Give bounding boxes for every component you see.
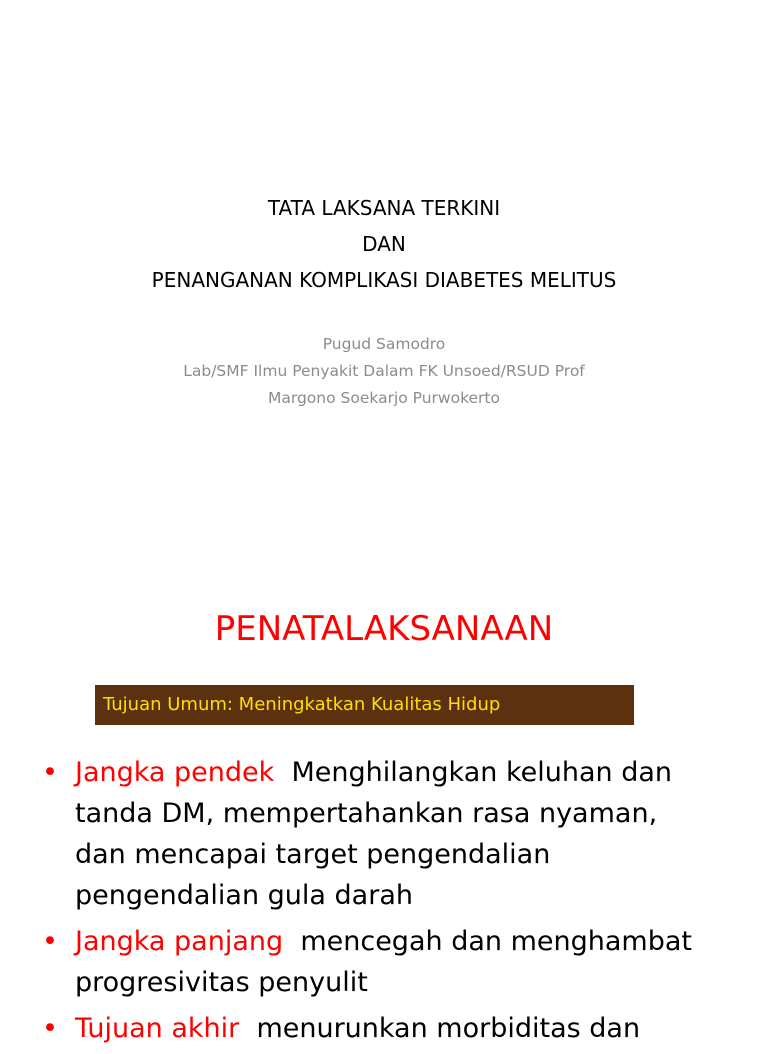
goal-banner-text: Tujuan Umum: Meningkatkan Kualitas Hidup	[103, 694, 501, 715]
bullet-term: Jangka pendek	[75, 757, 275, 788]
bullet-line	[75, 921, 742, 962]
bullet-line	[75, 1008, 742, 1049]
goal-banner	[95, 685, 634, 725]
presentation-title	[0, 190, 768, 298]
bullet-item-final-goal	[42, 1008, 742, 1049]
author-name: Pugud Samodro	[322, 335, 446, 353]
title-line-1: TATA LAKSANA TERKINI	[267, 196, 501, 220]
affiliation-line-1: Lab/SMF Ilmu Penyakit Dalam FK Unsoed/RSUD Prof	[183, 362, 585, 380]
bullet-marker: •	[42, 1013, 58, 1044]
bullet-term: Jangka panjang	[75, 926, 284, 957]
bullet-item-short-term	[42, 752, 742, 916]
bullet-term: Tujuan akhir	[75, 1013, 240, 1044]
bullet-list	[42, 752, 742, 1054]
bullet-text: dan mencapai target pengendalian	[75, 839, 551, 870]
bullet-marker: •	[42, 926, 58, 957]
bullet-text: progresivitas penyulit	[75, 967, 368, 998]
bullet-item-long-term	[42, 921, 742, 1003]
title-line-3: PENANGANAN KOMPLIKASI DIABETES MELITUS	[151, 268, 617, 292]
presentation-subtitle	[0, 331, 768, 412]
bullet-line	[75, 752, 742, 793]
bullet-text: menurunkan morbiditas dan	[256, 1013, 641, 1044]
bullet-text: pengendalian gula darah	[75, 880, 413, 911]
bullet-text: tanda DM, mempertahankan rasa nyaman,	[75, 798, 658, 829]
bullet-text: Menghilangkan keluhan dan	[291, 757, 672, 788]
bullet-text: mencegah dan menghambat	[300, 926, 692, 957]
bullet-marker: •	[42, 757, 58, 788]
title-line-2: DAN	[362, 232, 406, 256]
section-heading: PENATALAKSANAAN	[214, 609, 554, 649]
affiliation-line-2: Margono Soekarjo Purwokerto	[267, 389, 500, 407]
